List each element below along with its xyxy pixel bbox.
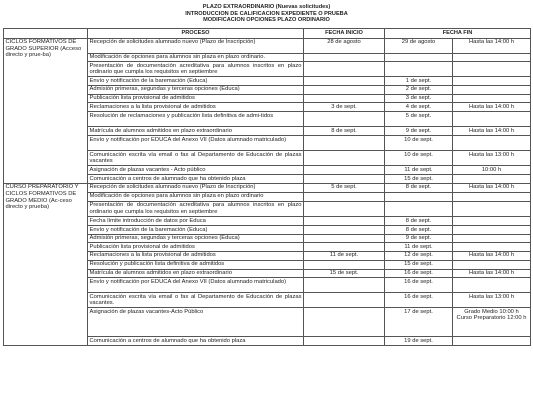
header-line-3: MODIFICACION OPCIONES PLAZO ORDINARIO <box>203 17 330 23</box>
process-cell: Comunicación a centros de alumnado que ha obtenido plaza <box>88 175 304 184</box>
process-cell: Matrícula de alumnos admitidos en plazo extraordinario <box>88 269 304 278</box>
end-date-cell: 16 de sept. <box>385 269 453 278</box>
process-cell: Presentación de documentación acreditativa para alumnos inscritos en plazo ordinario que cumpla los requisitos en septiembre <box>89 202 302 216</box>
start-date-cell <box>304 260 385 269</box>
end-date-cell: 16 de sept. <box>385 293 453 308</box>
process-cell: Resolución de reclamaciones y publicación lista definitiva de admi-tidos <box>88 112 304 127</box>
end-time-cell <box>453 175 531 184</box>
end-date-cell: 19 de sept. <box>385 337 453 346</box>
start-date-cell: 28 de agosto <box>304 38 385 53</box>
process-cell: Modificación de opciones para alumnos sin plaza en plazo ordinario <box>88 192 304 201</box>
end-time-cell <box>453 217 531 226</box>
end-date-cell: 8 de sept. <box>385 217 453 226</box>
header-line-2: INTRODUCCION DE CALIFICACION EXPEDIENTE O PRUEBA <box>185 10 348 17</box>
group-label: CICLOS FORMATIVOS DE GRADO SUPERIOR (Acceso directo y prue-ba) <box>4 38 88 183</box>
end-date-cell: 8 de sept. <box>385 183 453 192</box>
header-cell-fecha-inicio: FECHA INICIO <box>304 29 385 39</box>
end-date-cell <box>385 53 453 62</box>
schedule-table <box>3 28 531 346</box>
end-time-cell <box>453 136 531 151</box>
end-time-cell: Grado Medio 10:00 h Curso Preparatorio 12:00 h <box>453 308 531 337</box>
start-date-cell: 8 de sept. <box>304 127 385 136</box>
end-date-cell <box>385 201 453 216</box>
end-time-cell <box>453 62 531 77</box>
end-time-cell <box>453 278 531 293</box>
header-line-1: PLAZO EXTRAORDINARIO (Nuevas solicitudes) <box>202 4 331 10</box>
end-date-cell: 12 de sept. <box>385 251 453 260</box>
end-time-cell: Hasta las 14:00 h <box>453 183 531 192</box>
end-time-cell <box>453 53 531 62</box>
end-time-cell: Hasta las 14:00 h <box>453 127 531 136</box>
process-cell: Asignación de plazas vacantes - Acto público <box>88 166 304 175</box>
end-time-cell <box>453 243 531 252</box>
start-date-cell <box>304 308 385 337</box>
start-date-cell <box>304 278 385 293</box>
end-date-cell <box>385 192 453 201</box>
process-cell: Envío y notificación de la baremación (Educa) <box>88 226 304 235</box>
process-cell: Presentación de documentación acreditativa para alumnos inscritos en plazo ordinario que cumpla los requisitos en septiembre <box>89 62 302 76</box>
end-time-cell: Hasta las 14:00 h <box>453 38 531 53</box>
start-date-cell <box>304 234 385 243</box>
start-date-cell: 3 de sept. <box>304 103 385 112</box>
process-cell: Reclamaciones a la lista provisional de admitidos <box>88 251 304 260</box>
process-cell: Resolución y publicación lista definitiva de admitidos <box>88 260 304 269</box>
end-date-cell: 5 de sept. <box>385 112 453 127</box>
end-date-cell: 9 de sept. <box>385 234 453 243</box>
process-cell: Envío y notificación por EDUCA del Anexo VII (Datos alumnado matriculado) <box>88 136 304 151</box>
end-date-cell: 2 de sept. <box>385 85 453 94</box>
start-date-cell <box>304 166 385 175</box>
end-date-cell <box>385 62 453 77</box>
schedule-body <box>4 38 531 346</box>
process-cell: Publicación lista provisional de admitidos <box>88 243 304 252</box>
start-date-cell <box>304 226 385 235</box>
start-date-cell <box>304 151 385 166</box>
end-time-cell <box>453 112 531 127</box>
process-cell: Admisión primeras, segundas y terceras opciones (Educa) <box>88 234 304 243</box>
header-cell-proceso: PROCESO <box>88 29 304 39</box>
end-time-cell <box>453 226 531 235</box>
end-time-cell <box>453 201 531 216</box>
start-date-cell <box>304 112 385 127</box>
end-date-cell: 16 de sept. <box>385 278 453 293</box>
end-date-cell: 11 de sept. <box>385 166 453 175</box>
start-date-cell: 15 de sept. <box>304 269 385 278</box>
start-date-cell <box>304 136 385 151</box>
end-date-cell: 8 de sept. <box>385 226 453 235</box>
end-time-cell <box>453 94 531 103</box>
start-date-cell <box>304 243 385 252</box>
process-cell: Asignación de plazas vacantes-Acto Público <box>88 308 304 337</box>
process-cell: Envío y notificación de la baremación (Educa) <box>88 77 304 86</box>
start-date-cell <box>304 62 385 77</box>
end-date-cell: 3 de sept. <box>385 94 453 103</box>
start-date-cell: 5 de sept. <box>304 183 385 192</box>
start-date-cell <box>304 85 385 94</box>
end-time-cell: Hasta las 13:00 h <box>453 293 531 308</box>
end-date-cell: 11 de sept. <box>385 243 453 252</box>
end-date-cell: 15 de sept. <box>385 260 453 269</box>
start-date-cell <box>304 53 385 62</box>
end-time-cell <box>453 77 531 86</box>
start-date-cell <box>304 94 385 103</box>
start-date-cell <box>304 217 385 226</box>
end-time-cell: Hasta las 14:00 h <box>453 251 531 260</box>
end-date-cell: 15 de sept. <box>385 175 453 184</box>
group-label: CURSO PREPARATORIO Y CICLOS FORMATIVOS DE GRADO MEDIO (Ac-ceso directo y prueba) <box>4 183 88 345</box>
header-cell-empty <box>4 29 88 39</box>
start-date-cell <box>304 77 385 86</box>
end-date-cell: 29 de agosto <box>385 38 453 53</box>
start-date-cell <box>304 175 385 184</box>
process-cell: Publicación lista provisional de admitidos <box>88 94 304 103</box>
end-time-cell <box>453 192 531 201</box>
start-date-cell <box>304 192 385 201</box>
end-date-cell: 10 de sept. <box>385 136 453 151</box>
end-time-cell <box>453 260 531 269</box>
end-time-cell <box>453 337 531 346</box>
process-cell: Matrícula de alumnos admitidos en plazo extraordinario <box>88 127 304 136</box>
end-date-cell: 4 de sept. <box>385 103 453 112</box>
end-date-cell: 10 de sept. <box>385 151 453 166</box>
process-cell: Comunicación escrita vía email o fax al Departamento de Educación de plazas vacantes. <box>89 293 302 307</box>
process-cell: Reclamaciones a la lista provisional de admitidos <box>88 103 304 112</box>
process-cell: Comunicación escrita vía email o fax al Departamento de Educación de plazas vacantes <box>89 151 302 165</box>
end-date-cell: 17 de sept. <box>385 308 453 337</box>
process-cell: Comunicación a centros de alumnado que ha obtenido plaza <box>88 337 304 346</box>
process-cell: Envío y notificación por EDUCA del Anexo VII (Datos alumnado matriculado) <box>88 278 304 293</box>
end-time-cell <box>453 234 531 243</box>
end-date-cell: 1 de sept. <box>385 77 453 86</box>
process-cell: Fecha límite introducción de datos por Educa <box>88 217 304 226</box>
process-cell: Modificación de opciones para alumnos sin plaza en plazo ordinario. <box>88 53 304 62</box>
document-header <box>0 0 533 24</box>
process-cell: Recepción de solicitudes alumnado nuevo (Plazo de Inscripción) <box>88 38 304 53</box>
start-date-cell: 11 de sept. <box>304 251 385 260</box>
start-date-cell <box>304 337 385 346</box>
table-row <box>4 38 531 53</box>
table-row <box>4 183 531 192</box>
process-cell: Admisión primeras, segundas y terceras opciones (Educa) <box>88 85 304 94</box>
end-date-cell: 9 de sept. <box>385 127 453 136</box>
start-date-cell <box>304 293 385 308</box>
end-time-cell: Hasta las 14:00 h <box>453 103 531 112</box>
end-time-cell: 10:00 h <box>453 166 531 175</box>
end-time-cell <box>453 85 531 94</box>
start-date-cell <box>304 201 385 216</box>
header-cell-fecha-fin: FECHA FIN <box>385 29 531 39</box>
end-time-cell: Hasta las 13:00 h <box>453 151 531 166</box>
end-time-cell: Hasta las 14:00 h <box>453 269 531 278</box>
table-header-row <box>4 29 531 39</box>
process-cell: Recepción de solicitudes alumnado nuevo (Plazo de Inscripción) <box>88 183 304 192</box>
